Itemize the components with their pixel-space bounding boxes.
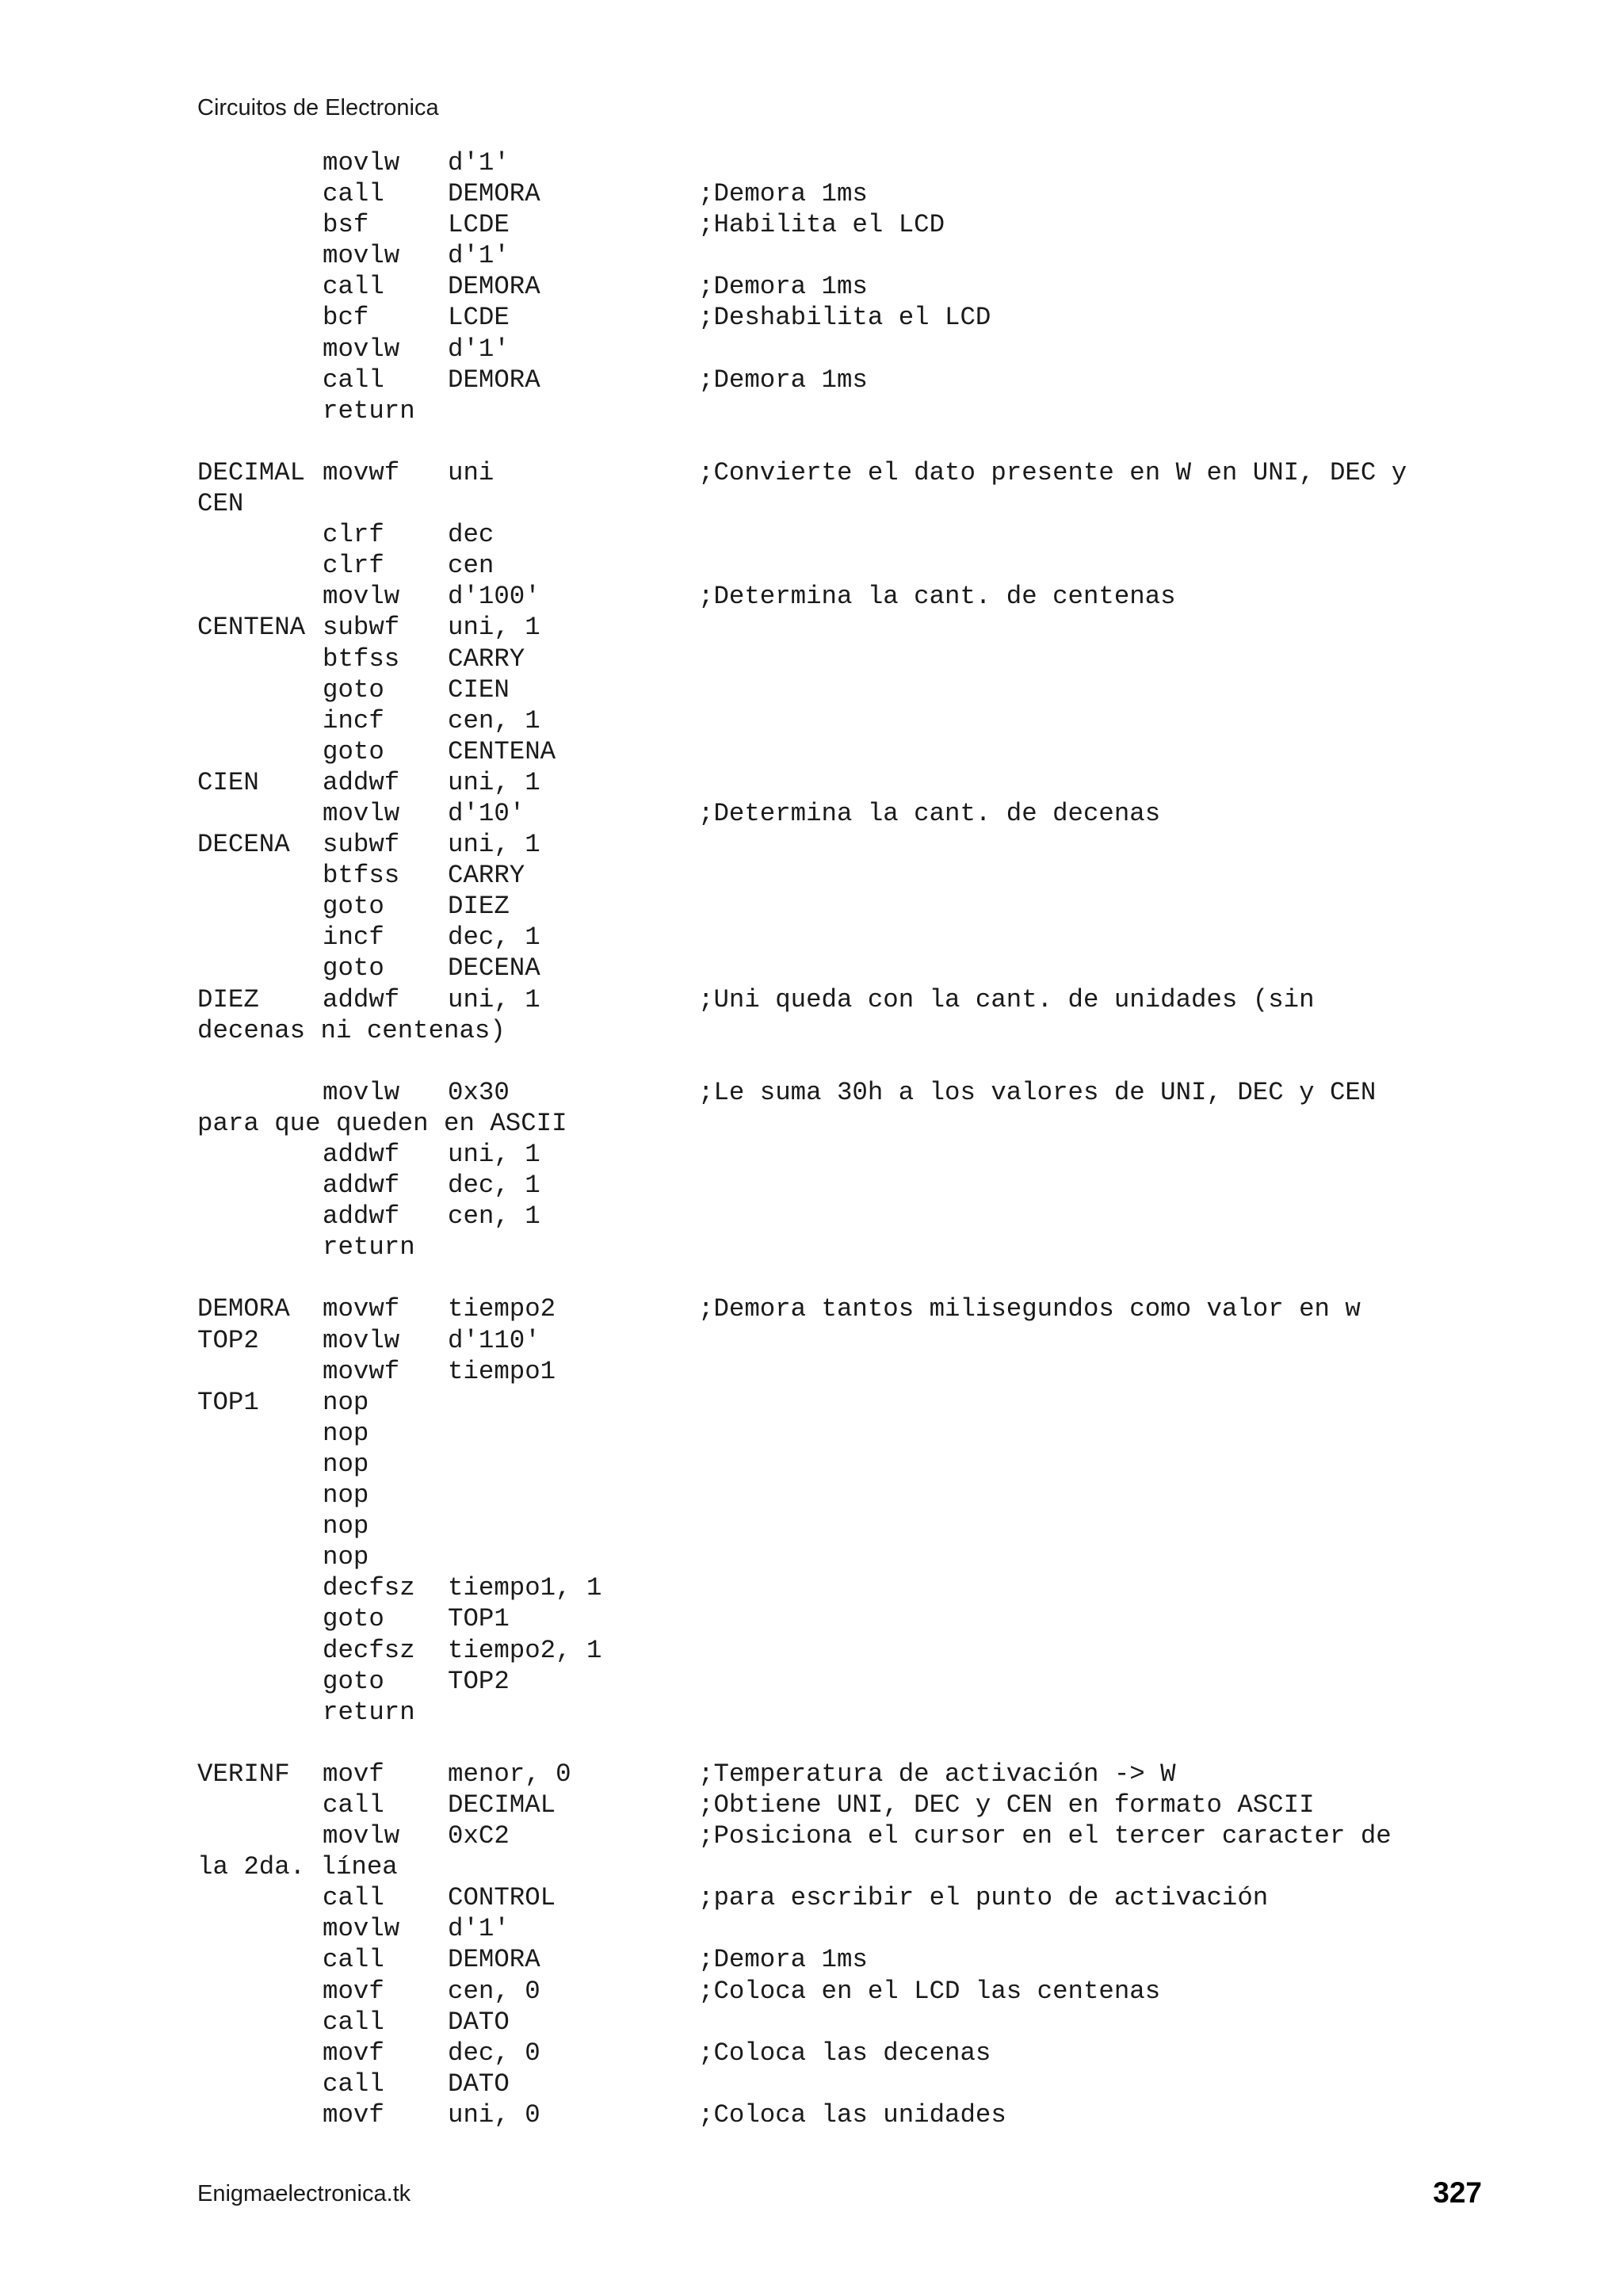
code-instruction: nop	[323, 1542, 369, 1572]
code-label: DIEZ	[197, 984, 259, 1014]
code-comment-continuation: para que queden en ASCII	[197, 1108, 567, 1138]
code-instruction: call	[323, 1945, 384, 1975]
code-instruction: addwf	[323, 1171, 400, 1201]
code-line	[197, 365, 1505, 395]
code-instruction: call	[323, 179, 384, 209]
code-instruction: movlw	[323, 1077, 400, 1107]
code-operand: DEMORA	[448, 1945, 540, 1975]
code-line	[197, 1325, 1505, 1356]
code-line	[197, 1759, 1505, 1790]
code-comment: ;Demora 1ms	[698, 179, 868, 209]
code-line	[197, 612, 1505, 643]
code-instruction: movlw	[323, 1325, 400, 1355]
code-line	[197, 2007, 1505, 2038]
code-operand: d'10'	[448, 798, 525, 828]
code-instruction: subwf	[323, 830, 400, 860]
code-label: TOP2	[197, 1325, 259, 1355]
code-comment: ;Demora 1ms	[698, 272, 868, 302]
code-line	[197, 2038, 1505, 2069]
code-comment: ;Le suma 30h a los valores de UNI, DEC y CEN	[698, 1077, 1377, 1107]
code-operand: LCDE	[448, 303, 510, 333]
code-line	[197, 1728, 1505, 1759]
code-instruction: movlw	[323, 1821, 400, 1851]
code-operand: DEMORA	[448, 365, 540, 395]
code-operand: uni, 1	[448, 830, 540, 860]
code-operand: d'1'	[448, 1914, 510, 1944]
code-line	[197, 984, 1505, 1015]
code-line	[197, 1913, 1505, 1944]
code-line	[197, 1418, 1505, 1449]
code-operand: uni	[448, 457, 495, 487]
code-instruction: btfss	[323, 644, 400, 674]
code-operand: cen	[448, 551, 495, 581]
code-line	[197, 705, 1505, 736]
code-line	[197, 736, 1505, 767]
code-instruction: movlw	[323, 148, 400, 178]
code-operand: CARRY	[448, 644, 525, 674]
code-operand: uni, 1	[448, 984, 540, 1014]
code-operand: cen, 1	[448, 705, 540, 735]
running-header: Circuitos de Electronica	[197, 95, 439, 120]
code-instruction: return	[323, 395, 415, 426]
code-line	[197, 550, 1505, 581]
code-operand: CIEN	[448, 674, 510, 705]
code-comment: ;Coloca en el LCD las centenas	[698, 1976, 1161, 2006]
code-operand: LCDE	[448, 210, 510, 240]
code-comment: ;Demora 1ms	[698, 1945, 868, 1975]
code-instruction: subwf	[323, 613, 400, 643]
code-operand: DECENA	[448, 953, 540, 984]
code-label: VERINF	[197, 1759, 290, 1789]
code-line	[197, 1232, 1505, 1263]
code-comment-continuation: CEN	[197, 489, 244, 519]
code-instruction: addwf	[323, 1140, 400, 1169]
code-operand: DATO	[448, 2069, 510, 2099]
code-instruction: movf	[323, 1759, 384, 1789]
code-line	[197, 240, 1505, 271]
code-comment: ;Uni queda con la cant. de unidades (sin	[698, 984, 1315, 1014]
code-instruction: bsf	[323, 210, 369, 240]
code-line	[197, 1882, 1505, 1913]
code-instruction: call	[323, 365, 384, 395]
code-instruction: goto	[323, 736, 384, 766]
code-operand: dec	[448, 520, 495, 550]
code-line	[197, 1541, 1505, 1572]
code-line	[197, 2069, 1505, 2099]
code-instruction: decfsz	[323, 1635, 415, 1665]
code-instruction: call	[323, 1790, 384, 1820]
code-line	[197, 1511, 1505, 1541]
code-line	[197, 891, 1505, 922]
code-line	[197, 426, 1505, 457]
code-label: CENTENA	[197, 613, 306, 643]
code-instruction: movlw	[323, 241, 400, 271]
code-instruction: addwf	[323, 1201, 400, 1232]
code-label: DECENA	[197, 830, 290, 860]
code-operand: TOP1	[448, 1604, 510, 1634]
code-line	[197, 922, 1505, 953]
code-line	[197, 1201, 1505, 1232]
code-instruction: goto	[323, 1666, 384, 1696]
code-operand: 0x30	[448, 1077, 510, 1107]
code-line	[197, 488, 1505, 519]
code-comment-continuation: decenas ni centenas)	[197, 1015, 506, 1045]
code-line	[197, 1046, 1505, 1077]
code-label: DEMORA	[197, 1294, 290, 1324]
code-instruction: nop	[323, 1480, 369, 1511]
code-line	[197, 1976, 1505, 2007]
code-instruction: movlw	[323, 334, 400, 364]
code-instruction: btfss	[323, 861, 400, 891]
code-instruction: movwf	[323, 1294, 400, 1324]
code-line	[197, 860, 1505, 891]
code-line	[197, 953, 1505, 984]
code-instruction: nop	[323, 1449, 369, 1479]
code-instruction: decfsz	[323, 1573, 415, 1603]
code-line	[197, 1015, 1505, 1046]
code-instruction: movf	[323, 1976, 384, 2006]
code-instruction: call	[323, 272, 384, 302]
code-operand: d'1'	[448, 241, 510, 271]
code-operand: d'1'	[448, 148, 510, 178]
code-operand: dec, 1	[448, 923, 540, 953]
code-operand: DECIMAL	[448, 1790, 556, 1820]
code-instruction: clrf	[323, 520, 384, 550]
code-instruction: movf	[323, 2099, 384, 2130]
code-line	[197, 209, 1505, 240]
code-operand: dec, 0	[448, 2038, 540, 2068]
code-instruction: goto	[323, 892, 384, 922]
code-instruction: goto	[323, 953, 384, 984]
code-instruction: clrf	[323, 551, 384, 581]
code-line	[197, 457, 1505, 488]
code-line	[197, 2099, 1505, 2130]
code-line	[197, 767, 1505, 798]
code-comment: ;Temperatura de activación -> W	[698, 1759, 1176, 1789]
code-instruction: bcf	[323, 303, 369, 333]
code-comment: ;Determina la cant. de decenas	[698, 798, 1161, 828]
code-instruction: nop	[323, 1511, 369, 1541]
code-line	[197, 1851, 1505, 1882]
code-line	[197, 1263, 1505, 1293]
code-instruction: movf	[323, 2038, 384, 2068]
code-label: TOP1	[197, 1387, 259, 1417]
code-operand: uni, 0	[448, 2099, 540, 2130]
code-line	[197, 1387, 1505, 1418]
code-comment: ;Posiciona el cursor en el tercer caracter de	[698, 1821, 1392, 1851]
code-comment: ;para escribir el punto de activación	[698, 1883, 1269, 1913]
code-operand: menor, 0	[448, 1759, 571, 1789]
code-instruction: addwf	[323, 984, 400, 1014]
code-comment: ;Coloca las decenas	[698, 2038, 991, 2068]
code-instruction: movlw	[323, 1914, 400, 1944]
code-line	[197, 1108, 1505, 1139]
code-line	[197, 798, 1505, 829]
code-comment: ;Demora 1ms	[698, 365, 868, 395]
code-instruction: call	[323, 2069, 384, 2099]
code-line	[197, 1480, 1505, 1511]
code-line	[197, 178, 1505, 209]
code-line	[197, 1449, 1505, 1480]
code-line	[197, 1572, 1505, 1603]
code-line	[197, 1139, 1505, 1170]
code-label: DECIMAL	[197, 457, 306, 487]
code-instruction: incf	[323, 923, 384, 953]
code-comment: ;Obtiene UNI, DEC y CEN en formato ASCII	[698, 1790, 1315, 1820]
code-operand: uni, 1	[448, 1140, 540, 1169]
code-instruction: addwf	[323, 767, 400, 797]
code-line	[197, 1944, 1505, 1975]
code-line	[197, 1635, 1505, 1666]
code-comment: ;Convierte el dato presente en W en UNI, DEC y	[698, 457, 1407, 487]
code-comment: ;Determina la cant. de centenas	[698, 582, 1176, 612]
code-line	[197, 1293, 1505, 1324]
code-line	[197, 674, 1505, 705]
code-instruction: incf	[323, 705, 384, 735]
code-line	[197, 334, 1505, 365]
code-line	[197, 147, 1505, 178]
code-operand: tiempo1, 1	[448, 1573, 602, 1603]
code-line	[197, 644, 1505, 674]
code-operand: cen, 1	[448, 1201, 540, 1232]
code-instruction: movwf	[323, 1356, 400, 1386]
code-line	[197, 829, 1505, 860]
code-operand: dec, 1	[448, 1171, 540, 1201]
code-comment: ;Demora tantos milisegundos como valor en w	[698, 1294, 1361, 1324]
code-operand: CONTROL	[448, 1883, 556, 1913]
code-line	[197, 519, 1505, 550]
code-operand: uni, 1	[448, 767, 540, 797]
code-operand: tiempo2, 1	[448, 1635, 602, 1665]
code-instruction: nop	[323, 1418, 369, 1448]
code-operand: 0xC2	[448, 1821, 510, 1851]
code-line	[197, 271, 1505, 302]
code-line	[197, 302, 1505, 333]
code-comment: ;Habilita el LCD	[698, 210, 945, 240]
footer-site: Enigmaelectronica.tk	[197, 2181, 411, 2206]
code-operand: tiempo1	[448, 1356, 556, 1386]
code-comment: ;Deshabilita el LCD	[698, 303, 991, 333]
code-instruction: goto	[323, 674, 384, 705]
code-instruction: nop	[323, 1387, 369, 1417]
code-operand: DIEZ	[448, 892, 510, 922]
code-line	[197, 1790, 1505, 1820]
code-operand: tiempo2	[448, 1294, 556, 1324]
code-line	[197, 1697, 1505, 1728]
code-line	[197, 1666, 1505, 1697]
code-operand: uni, 1	[448, 613, 540, 643]
code-line	[197, 395, 1505, 426]
code-label: CIEN	[197, 767, 259, 797]
code-operand: TOP2	[448, 1666, 510, 1696]
code-instruction: goto	[323, 1604, 384, 1634]
code-operand: DATO	[448, 2007, 510, 2037]
code-instruction: call	[323, 1883, 384, 1913]
code-operand: DEMORA	[448, 272, 540, 302]
code-comment: ;Coloca las unidades	[698, 2099, 1006, 2130]
code-operand: d'1'	[448, 334, 510, 364]
code-instruction: return	[323, 1697, 415, 1727]
code-operand: DEMORA	[448, 179, 540, 209]
code-instruction: return	[323, 1232, 415, 1263]
code-line	[197, 1820, 1505, 1851]
code-operand: cen, 0	[448, 1976, 540, 2006]
code-operand: d'110'	[448, 1325, 540, 1355]
code-line	[197, 1170, 1505, 1201]
code-line	[197, 1077, 1505, 1108]
code-instruction: movlw	[323, 582, 400, 612]
code-line	[197, 1356, 1505, 1387]
code-operand: CENTENA	[448, 736, 556, 766]
code-line	[197, 1603, 1505, 1634]
code-instruction: movlw	[323, 798, 400, 828]
code-line	[197, 581, 1505, 612]
code-operand: d'100'	[448, 582, 540, 612]
code-operand: CARRY	[448, 861, 525, 891]
assembly-code-listing	[197, 147, 1505, 2130]
code-comment-continuation: la 2da. línea	[197, 1852, 398, 1882]
page-number: 327	[1433, 2176, 1482, 2209]
code-instruction: movwf	[323, 457, 400, 487]
code-instruction: call	[323, 2007, 384, 2037]
